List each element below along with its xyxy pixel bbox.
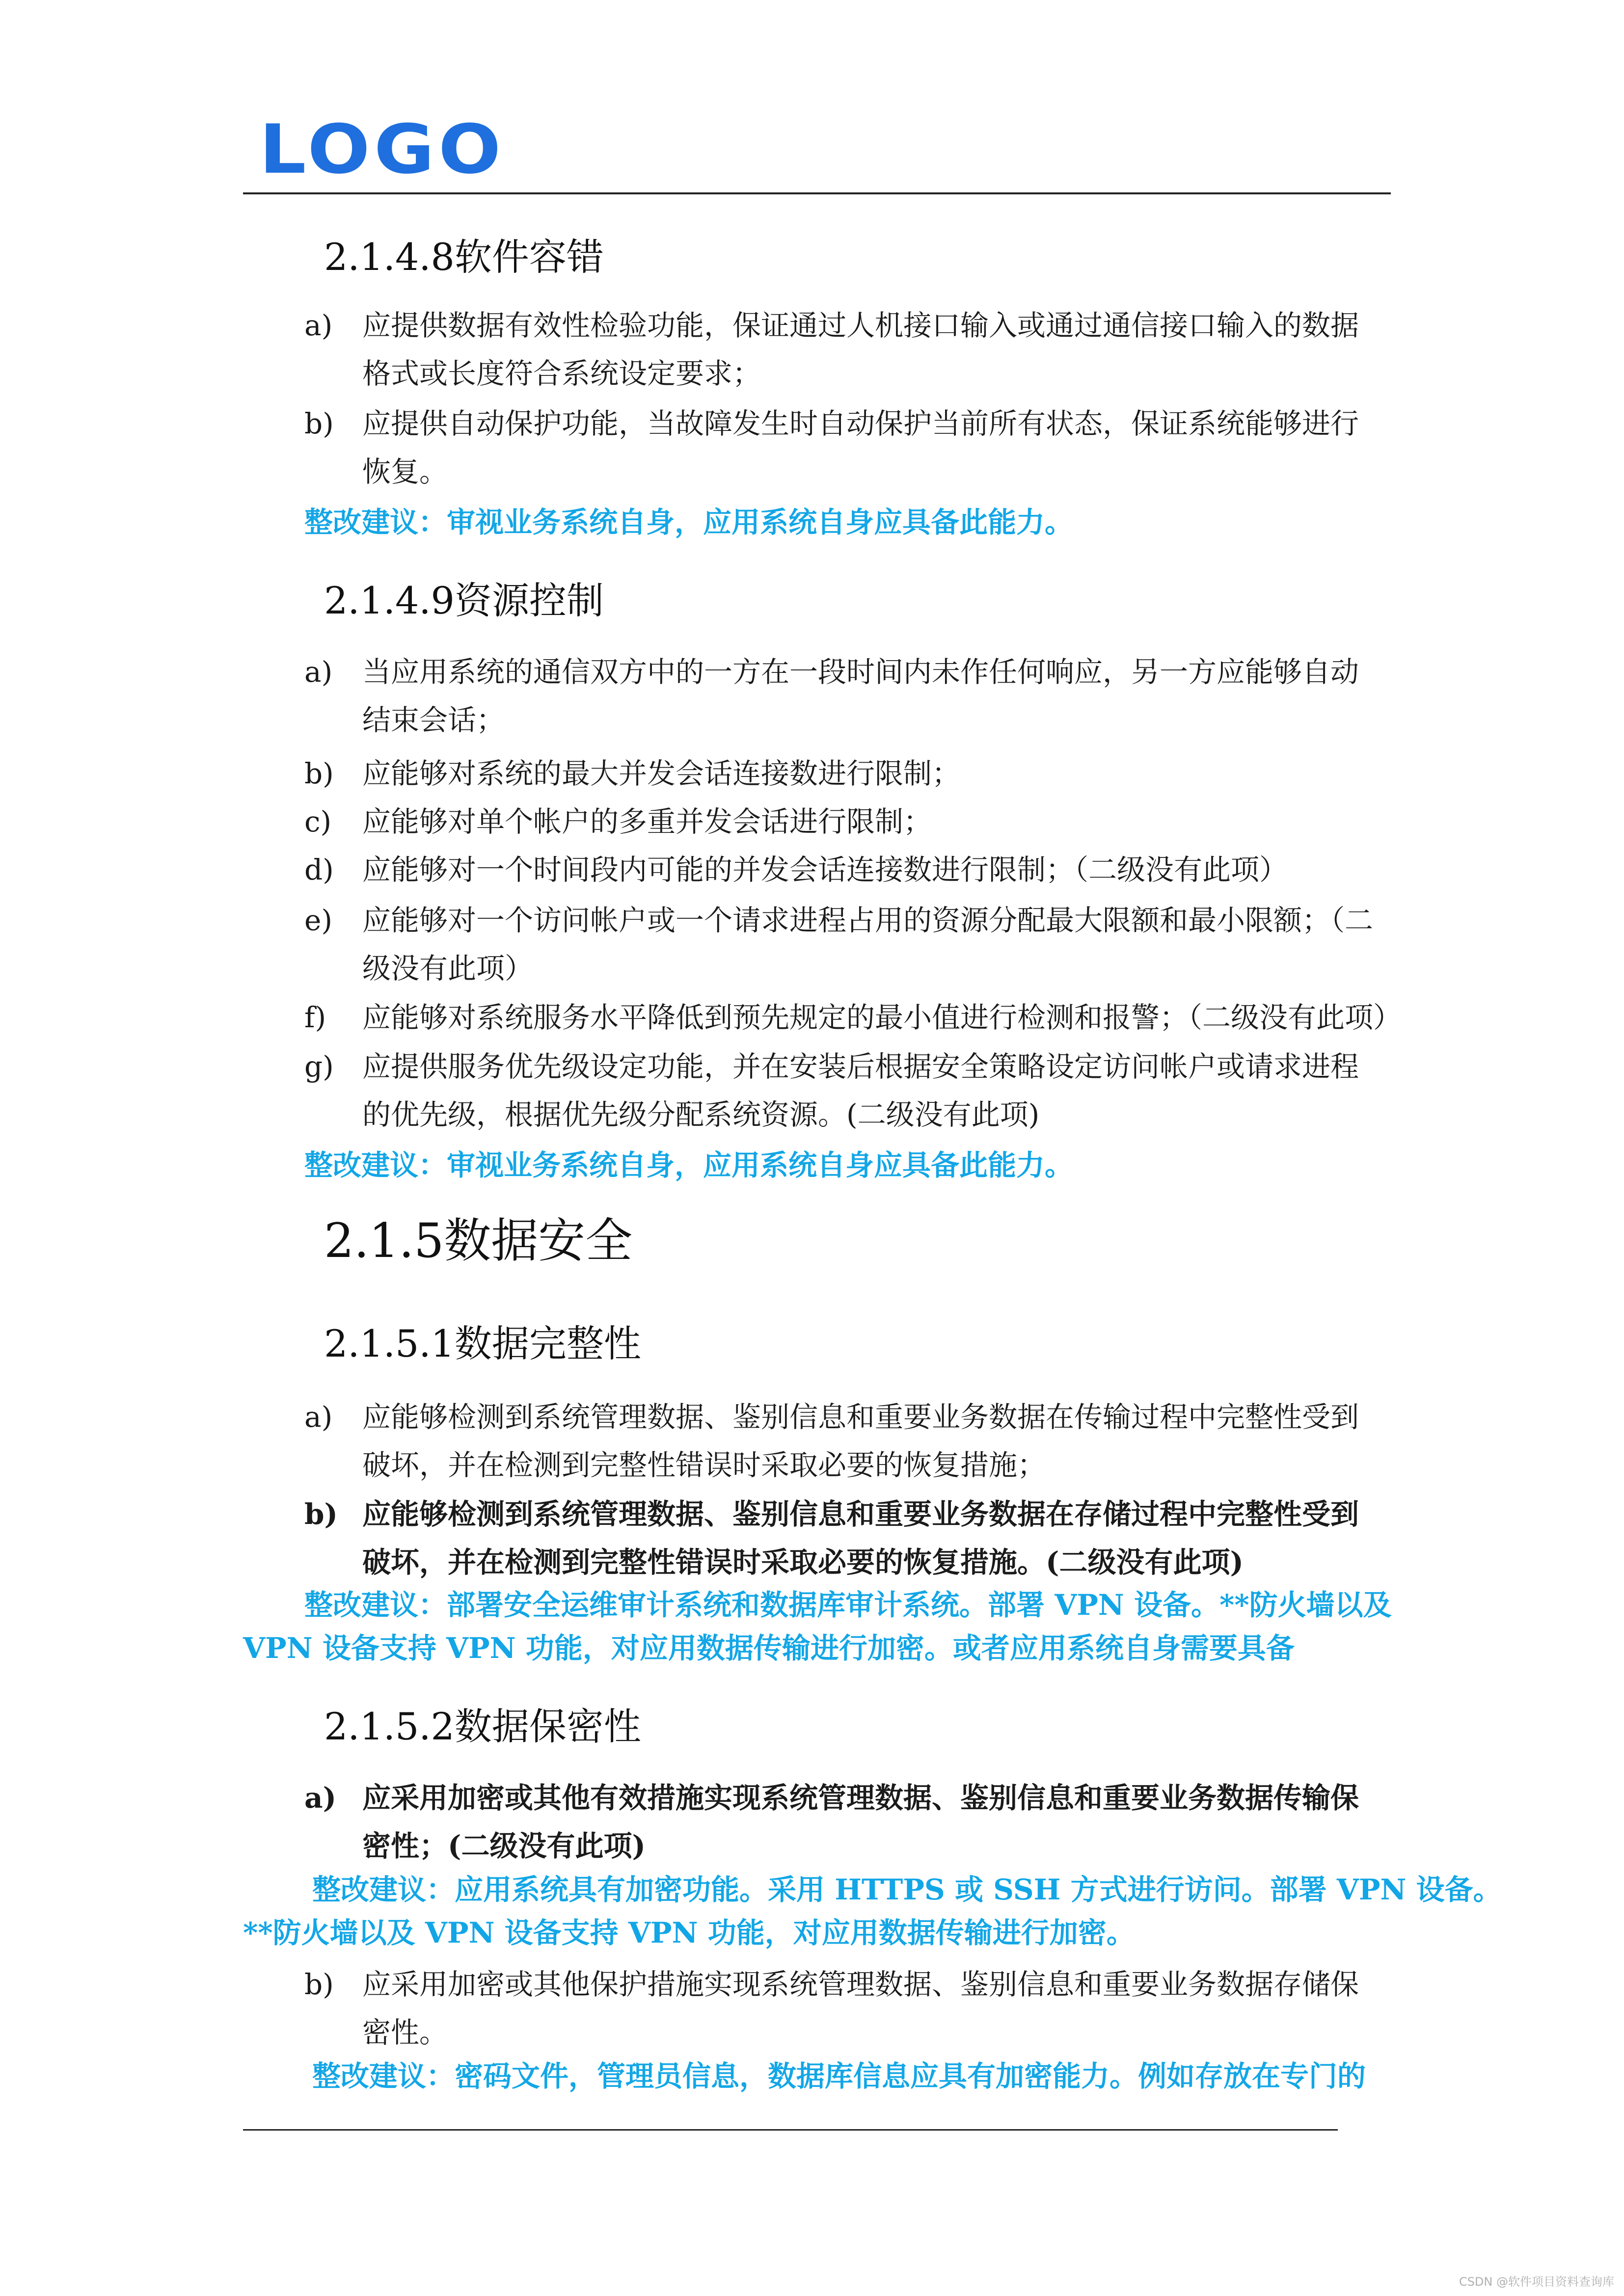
advice-note-continued: **防火墙以及 VPN 设备支持 VPN 功能，对应用数据传输进行加密。: [243, 1916, 1135, 1949]
list-text-line: 应采用加密或其他有效措施实现系统管理数据、鉴别信息和重要业务数据传输保: [362, 1781, 1359, 1815]
list-text-line: 格式或长度符合系统设定要求；: [362, 357, 761, 390]
list-item-g: [304, 1042, 1414, 1139]
list-marker: g): [304, 1050, 334, 1083]
list-item-b: [304, 1490, 1414, 1586]
list-marker: d): [304, 853, 334, 886]
list-text-line: 级没有此项）: [362, 952, 534, 985]
list-text-line: 应能够对单个帐户的多重并发会话进行限制；: [362, 805, 932, 838]
list-marker: b): [304, 1968, 334, 2001]
list-text-line: 应能够对一个时间段内可能的并发会话连接数进行限制；（二级没有此项）: [362, 853, 1288, 886]
list-item-a: [304, 648, 1414, 744]
advice-note: 整改建议：应用系统具有加密功能。采用 HTTPS 或 SSH 方式进行访问。部署 VPN 设备。: [312, 1873, 1502, 1906]
list-text-line: 恢复。: [362, 455, 448, 488]
list-text-line: 应能够对系统服务水平降低到预先规定的最小值进行检测和报警；（二级没有此项）: [362, 1001, 1402, 1034]
advice-note: 整改建议：部署安全运维审计系统和数据库审计系统。部署 VPN 设备。**防火墙以及: [304, 1588, 1392, 1622]
header-divider: [243, 192, 1391, 194]
list-marker: b): [304, 757, 334, 790]
list-marker: a): [304, 1781, 337, 1815]
logo: LOGO: [259, 110, 505, 189]
list-text-line: 破坏，并在检测到完整性错误时采取必要的恢复措施。(二级没有此项): [362, 1546, 1244, 1579]
list-marker: f): [304, 1001, 326, 1034]
list-marker: a): [304, 309, 333, 342]
heading-2-1-4-9: 2.1.4.9资源控制: [324, 579, 604, 622]
list-text-line: 当应用系统的通信双方中的一方在一段时间内未作任何响应，另一方应能够自动: [362, 655, 1359, 689]
list-item-e: [304, 896, 1414, 992]
list-marker: b): [304, 407, 334, 440]
list-text-line: 应提供服务优先级设定功能，并在安装后根据安全策略设定访问帐户或请求进程: [362, 1050, 1359, 1083]
footer-divider: [243, 2129, 1338, 2131]
list-text-line: 破坏，并在检测到完整性错误时采取必要的恢复措施；: [362, 1448, 1046, 1482]
list-text-line: 应能够对一个访问帐户或一个请求进程占用的资源分配最大限额和最小限额；（二: [362, 904, 1374, 937]
heading-2-1-5-1: 2.1.5.1数据完整性: [324, 1322, 641, 1365]
list-text-line: 应能够检测到系统管理数据、鉴别信息和重要业务数据在传输过程中完整性受到: [362, 1400, 1359, 1434]
list-text-line: 应能够检测到系统管理数据、鉴别信息和重要业务数据在存储过程中完整性受到: [362, 1497, 1359, 1531]
list-text-line: 应采用加密或其他保护措施实现系统管理数据、鉴别信息和重要业务数据存储保: [362, 1968, 1359, 2001]
list-item-b: [304, 749, 1414, 798]
list-item-d: [304, 846, 1414, 894]
source-credit: CSDN @软件项目资料查询库: [1459, 2275, 1614, 2289]
list-item-a: [304, 1393, 1414, 1489]
list-marker: a): [304, 1400, 333, 1434]
list-marker: b): [304, 1497, 338, 1531]
heading-2-1-5-2: 2.1.5.2数据保密性: [324, 1705, 641, 1748]
list-marker: c): [304, 805, 332, 838]
list-text-line: 应能够对系统的最大并发会话连接数进行限制；: [362, 757, 961, 790]
list-text-line: 密性。: [362, 2016, 448, 2049]
advice-note-continued: VPN 设备支持 VPN 功能，对应用数据传输进行加密。或者应用系统自身需要具备: [243, 1631, 1295, 1665]
advice-note: 整改建议：审视业务系统自身，应用系统自身应具备此能力。: [304, 506, 1074, 539]
list-text-line: 应提供数据有效性检验功能，保证通过人机接口输入或通过通信接口输入的数据: [362, 309, 1359, 342]
heading-2-1-5: 2.1.5数据安全: [324, 1213, 633, 1268]
list-text-line: 密性；(二级没有此项): [362, 1829, 646, 1863]
list-item-a: [304, 301, 1414, 398]
list-item-a: [304, 1774, 1414, 1870]
list-item-c: [304, 798, 1414, 846]
list-item-b: [304, 1960, 1414, 2056]
list-text-line: 应提供自动保护功能，当故障发生时自动保护当前所有状态，保证系统能够进行: [362, 407, 1359, 440]
list-text-line: 结束会话；: [362, 703, 505, 737]
list-marker: a): [304, 655, 333, 689]
list-item-f: [304, 993, 1414, 1041]
heading-2-1-4-8: 2.1.4.8软件容错: [324, 235, 604, 279]
list-item-b: [304, 400, 1414, 496]
advice-note: 整改建议：密码文件，管理员信息，数据库信息应具有加密能力。例如存放在专门的: [312, 2059, 1366, 2093]
list-text-line: 的优先级，根据优先级分配系统资源。(二级没有此项): [362, 1098, 1040, 1131]
list-marker: e): [304, 904, 332, 937]
advice-note: 整改建议：审视业务系统自身，应用系统自身应具备此能力。: [304, 1148, 1074, 1182]
